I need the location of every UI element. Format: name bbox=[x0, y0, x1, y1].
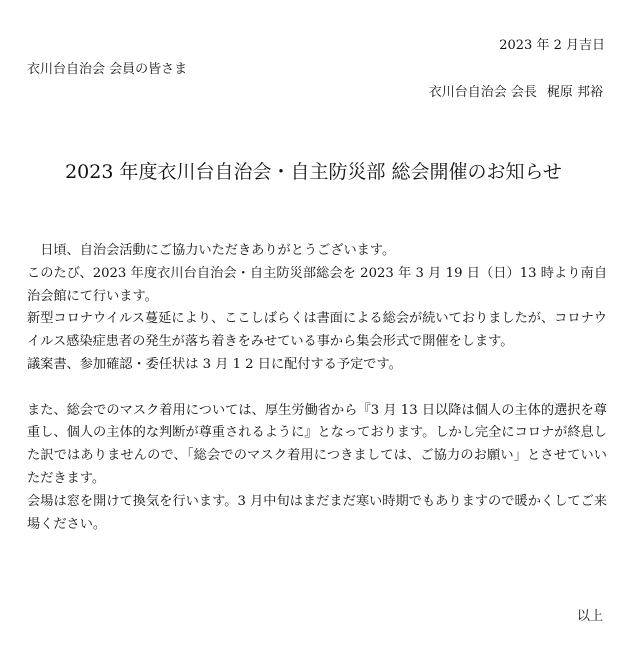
sender-name: 梶原 邦裕 bbox=[546, 85, 603, 100]
paragraph-meeting-format: 新型コロナウイルス蔓延により、ここしばらくは書面による総会が続いておりましたが、コロナウイルス感染症患者の発生が落ち着きをみせている事から集会形式で開催をします。 bbox=[27, 311, 607, 350]
closing-mark: 以上 bbox=[576, 609, 603, 624]
sender-line bbox=[429, 81, 603, 100]
paragraph-meeting-announcement: このたび、2023 年度衣川台自治会・自主防災部総会を 2023 年 3 月 19 日（日）13 時より南自治会館にて行います。 bbox=[27, 265, 607, 304]
paragraph-documents-schedule: 議案書、参加確認・委任状は 3 月 1 2 日に配付する予定です。 bbox=[27, 356, 402, 372]
letter-body bbox=[27, 240, 607, 536]
document-date: 2023 年 2 月吉日 bbox=[499, 38, 605, 53]
document-title: 2023 年度衣川台自治会・自主防災部 総会開催のお知らせ bbox=[65, 161, 562, 183]
sender-organization: 衣川台自治会 会長 bbox=[428, 85, 537, 100]
recipient-line: 衣川台自治会 会員の皆さま bbox=[27, 62, 188, 77]
paragraph-greeting: 日頃、自治会活動にご協力いただきありがとうございます。 bbox=[40, 243, 396, 258]
paragraph-mask-policy: また、総会でのマスク着用については、厚生労働省から『3 月 13 日以降は個人の主体的選択を尊重し、個人の主体的な判断が尊重されるように』となっております。しかし完全にコロナが終息した訳ではありませんので、「総会でのマスク着用につきましては、ご協力のお願い」とさせていいただきます。 bbox=[27, 402, 607, 486]
paragraph-venue-ventilation: 会場は窓を開けて換気を行います。3 月中旬はまだまだ寒い時期でもありますので暖かくしてご来場ください。 bbox=[27, 493, 607, 532]
paragraph-spacer bbox=[27, 377, 607, 400]
